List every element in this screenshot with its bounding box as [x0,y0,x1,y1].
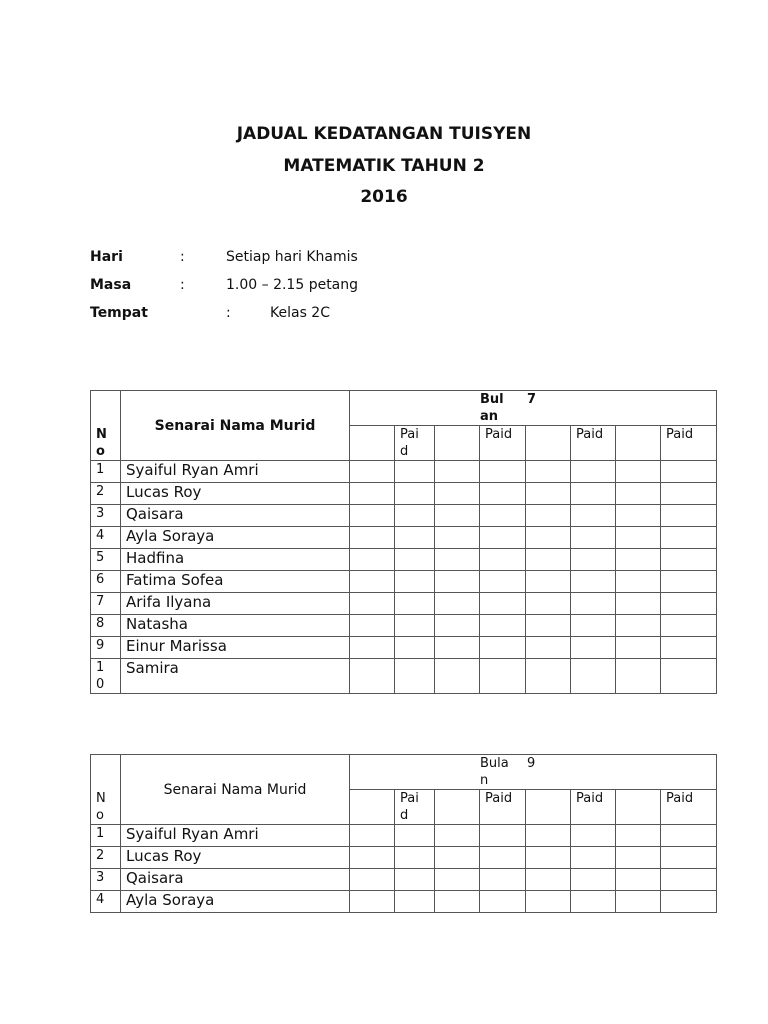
student-name: Lucas Roy [121,847,350,869]
title-line-2: MATEMATIK TAHUN 2 [283,156,485,176]
row-number: 4 [91,527,121,549]
row-number: 3 [91,869,121,891]
payment-cell [616,505,661,527]
payment-cell [526,790,571,825]
title-line-1: JADUAL KEDATANGAN TUISYEN [236,124,532,144]
payment-cell [395,615,435,637]
payment-cell [616,847,661,869]
payment-cell [616,527,661,549]
student-name: Samira [121,659,350,694]
student-name: Ayla Soraya [121,527,350,549]
student-name: Natasha [121,615,350,637]
payment-cell [661,505,717,527]
payment-cell [350,426,395,461]
payment-cell [480,847,526,869]
payment-cell [435,426,480,461]
payment-cell [526,825,571,847]
row-number: 6 [91,571,121,593]
attendance-table-bulan-7 [90,390,717,694]
payment-cell [435,527,480,549]
attendance-table-bulan-9 [90,754,717,913]
student-name: Hadfina [121,549,350,571]
paid-header: Paid [571,426,616,461]
payment-cell [616,891,661,913]
info-colon-masa: : [180,277,185,293]
payment-cell [616,825,661,847]
payment-cell [661,659,717,694]
table-row [91,571,717,593]
paid-header: Paid [395,790,435,825]
payment-cell [616,426,661,461]
payment-cell [395,527,435,549]
payment-cell [480,461,526,483]
info-value-hari: Setiap hari Khamis [226,249,358,265]
payment-cell [395,825,435,847]
name-header: Senarai Nama Murid [121,391,350,461]
payment-cell [526,615,571,637]
paid-header: Paid [480,790,526,825]
payment-cell [526,593,571,615]
payment-cell [350,571,395,593]
payment-cell [480,825,526,847]
bulan-header [350,391,717,426]
row-number: 1 [91,461,121,483]
student-name: Syaiful Ryan Amri [121,461,350,483]
info-colon-tempat: : [226,305,231,321]
student-name: Lucas Roy [121,483,350,505]
payment-cell [480,483,526,505]
paid-header: Paid [395,426,435,461]
row-number: 3 [91,505,121,527]
row-number: 2 [91,483,121,505]
payment-cell [395,891,435,913]
payment-cell [395,593,435,615]
payment-cell [661,869,717,891]
payment-cell [350,790,395,825]
payment-cell [480,527,526,549]
table-row [91,505,717,527]
payment-cell [480,869,526,891]
bulan-header [350,755,717,790]
payment-cell [395,505,435,527]
info-value-tempat: Kelas 2C [270,305,330,321]
payment-cell [350,505,395,527]
no-header: No [91,391,121,461]
title-year: 2016 [360,187,408,207]
table-row [91,825,717,847]
student-name: Ayla Soraya [121,891,350,913]
payment-cell [526,505,571,527]
student-name: Qaisara [121,869,350,891]
payment-cell [480,659,526,694]
payment-cell [571,549,616,571]
payment-cell [435,869,480,891]
payment-cell [661,483,717,505]
payment-cell [661,825,717,847]
payment-cell [350,637,395,659]
payment-cell [395,571,435,593]
payment-cell [350,549,395,571]
paid-header: Paid [661,426,717,461]
payment-cell [480,549,526,571]
payment-cell [526,426,571,461]
payment-cell [435,483,480,505]
payment-cell [480,891,526,913]
payment-cell [571,615,616,637]
payment-cell [526,847,571,869]
info-colon-hari: : [180,249,185,265]
payment-cell [616,869,661,891]
payment-cell [661,637,717,659]
table-row [91,891,717,913]
payment-cell [661,593,717,615]
payment-cell [616,637,661,659]
payment-cell [616,790,661,825]
payment-cell [435,825,480,847]
row-number: 5 [91,549,121,571]
payment-cell [571,825,616,847]
info-label-hari: Hari [90,249,123,265]
payment-cell [616,615,661,637]
row-number: 8 [91,615,121,637]
student-name: Qaisara [121,505,350,527]
payment-cell [571,505,616,527]
payment-cell [350,891,395,913]
payment-cell [395,461,435,483]
payment-cell [526,527,571,549]
payment-cell [571,483,616,505]
row-number: 1 [91,825,121,847]
payment-cell [480,571,526,593]
payment-cell [395,847,435,869]
bulan-number: 7 [527,392,537,407]
payment-cell [350,659,395,694]
payment-cell [571,461,616,483]
payment-cell [661,527,717,549]
no-header: No [91,755,121,825]
payment-cell [350,869,395,891]
payment-cell [571,637,616,659]
table-row [91,659,717,694]
payment-cell [661,847,717,869]
paid-header: Paid [661,790,717,825]
payment-cell [571,593,616,615]
info-label-masa: Masa [90,277,132,293]
payment-cell [350,483,395,505]
payment-cell [616,593,661,615]
payment-cell [395,869,435,891]
payment-cell [661,549,717,571]
payment-cell [571,527,616,549]
name-header: Senarai Nama Murid [121,755,350,825]
bulan-number: 9 [527,756,536,771]
payment-cell [435,615,480,637]
payment-cell [526,571,571,593]
paid-header: Paid [571,790,616,825]
payment-cell [571,869,616,891]
payment-cell [395,549,435,571]
table-row [91,869,717,891]
payment-cell [350,461,395,483]
payment-cell [661,571,717,593]
table-row [91,593,717,615]
payment-cell [480,505,526,527]
payment-cell [435,593,480,615]
payment-cell [480,593,526,615]
payment-cell [526,869,571,891]
student-name: Fatima Sofea [121,571,350,593]
info-label-tempat: Tempat [90,305,148,321]
payment-cell [571,847,616,869]
row-number: 10 [91,659,121,694]
payment-cell [661,461,717,483]
payment-cell [435,571,480,593]
payment-cell [526,891,571,913]
payment-cell [395,637,435,659]
payment-cell [480,615,526,637]
payment-cell [435,461,480,483]
payment-cell [661,891,717,913]
payment-cell [435,790,480,825]
table-row [91,483,717,505]
table-row [91,527,717,549]
bulan-label: Bulan [480,756,509,788]
table-row [91,461,717,483]
payment-cell [526,659,571,694]
payment-cell [526,461,571,483]
row-number: 9 [91,637,121,659]
payment-cell [435,659,480,694]
student-name: Syaiful Ryan Amri [121,825,350,847]
payment-cell [526,549,571,571]
table-row [91,615,717,637]
payment-cell [526,637,571,659]
payment-cell [435,549,480,571]
table-row [91,549,717,571]
payment-cell [616,461,661,483]
payment-cell [350,825,395,847]
payment-cell [616,483,661,505]
payment-cell [350,593,395,615]
payment-cell [350,847,395,869]
payment-cell [435,891,480,913]
table-row [91,637,717,659]
payment-cell [616,571,661,593]
payment-cell [395,483,435,505]
student-name: Einur Marissa [121,637,350,659]
row-number: 2 [91,847,121,869]
row-number: 7 [91,593,121,615]
bulan-label: Bulan [480,392,504,424]
payment-cell [571,659,616,694]
info-value-masa: 1.00 – 2.15 petang [226,277,359,293]
payment-cell [480,637,526,659]
payment-cell [435,637,480,659]
payment-cell [571,891,616,913]
table-row [91,847,717,869]
payment-cell [350,615,395,637]
payment-cell [661,615,717,637]
payment-cell [395,659,435,694]
payment-cell [616,659,661,694]
payment-cell [616,549,661,571]
paid-header: Paid [480,426,526,461]
payment-cell [435,847,480,869]
payment-cell [350,527,395,549]
payment-cell [526,483,571,505]
payment-cell [435,505,480,527]
student-name: Arifa Ilyana [121,593,350,615]
payment-cell [571,571,616,593]
row-number: 4 [91,891,121,913]
